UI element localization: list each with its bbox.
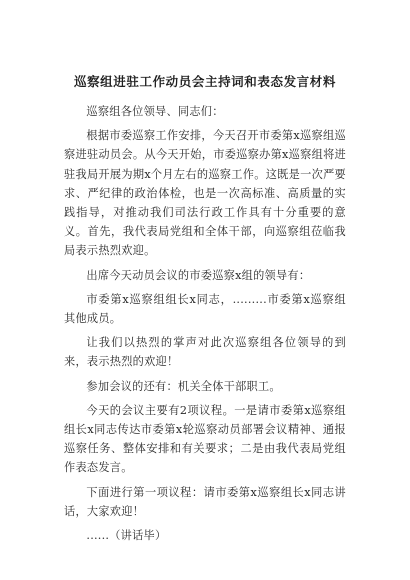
opening-paragraph: 根据市委巡察工作安排，今天召开市委第x巡察组巡察进驻动员会。从今天开始，市委巡察办第x巡察组将进驻我局开展为期x个月左右的巡察工作。这既是一次严要求、严纪律的政治体检，也是一次高标准、高质量的实践指导，对推动我们司法行政工作具有十分重要的意义。首先，我代表局党组和全体干部，向巡察组莅临我局表示热烈欢迎。 <box>64 129 346 258</box>
agenda-paragraph: 今天的会议主要有2项议程。一是请市委第x巡察组组长x同志传达市委第x轮巡察动员部署会议精神、通报巡察任务、整体安排和有关要求；二是由我代表局党组作表态发言。 <box>64 403 346 475</box>
speech-end-paragraph: ......（讲话毕） <box>86 529 167 543</box>
attendees-list-paragraph: 市委第x巡察组组长x同志，.........市委第x巡察组其他成员。 <box>64 292 346 326</box>
document-title: 巡察组进驻工作动员会主持词和表态发言材料 <box>73 74 336 89</box>
salutation-paragraph: 巡察组各位领导、同志们： <box>86 105 224 118</box>
other-attendees-paragraph: 参加会议的还有：机关全体干部职工。 <box>86 379 281 393</box>
first-agenda-item-paragraph: 下面进行第一项议程：请市委第x巡察组长x同志讲话，大家欢迎！ <box>64 485 346 518</box>
document-body <box>64 102 346 545</box>
attendees-intro-paragraph: 出席今天动员会议的市委巡察x组的领导有： <box>86 268 311 282</box>
welcome-applause-paragraph: 让我们以热烈的掌声对此次巡察组各位领导的到来，表示热烈的欢迎！ <box>64 336 346 369</box>
